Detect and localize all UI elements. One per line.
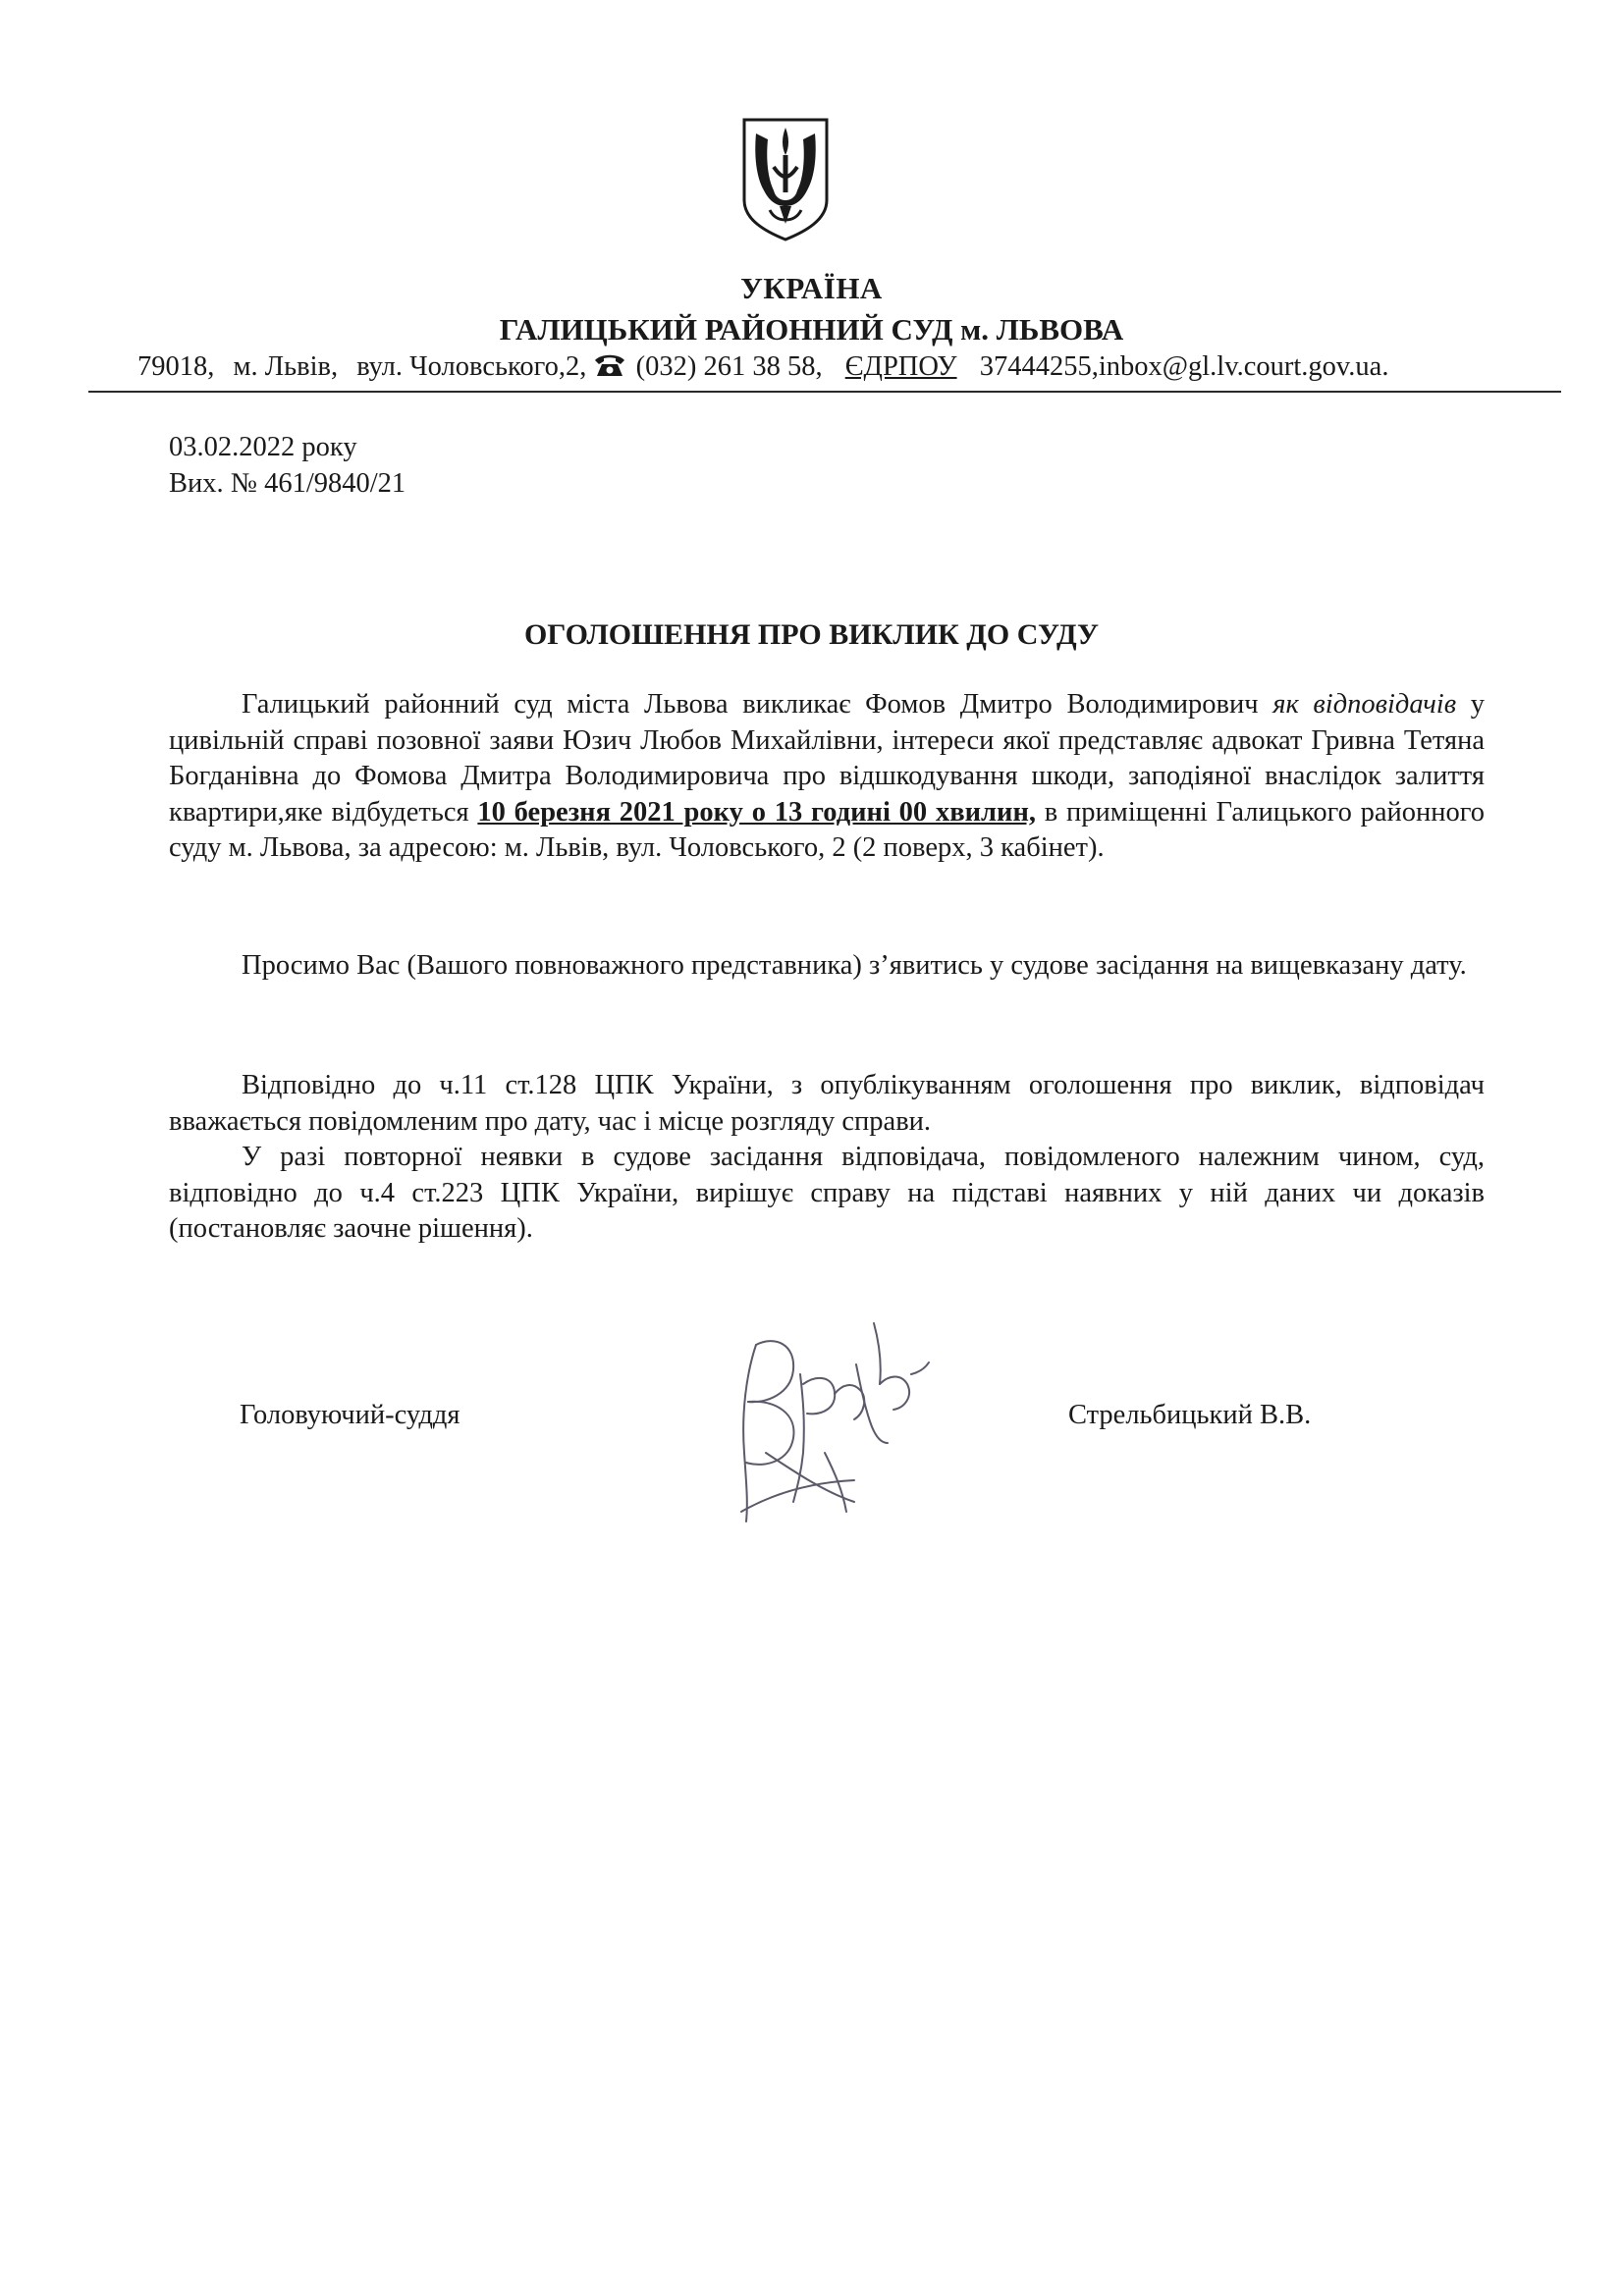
signatory-name: Стрельбицький В.В. — [1068, 1400, 1312, 1430]
request-text: Просимо Вас (Вашого повноважного представника) з’явитись у судове засідання на вищевказану дату. — [242, 950, 1467, 981]
outgoing-number: Вих. № 461/9840/21 — [169, 468, 406, 499]
default-judgment-text: У разі повторної неявки в судове засідання відповідача, повідомленого належним чином, суд, відповідно до ч.4 ст.223 ЦПК України, вирішує справу на підставі наявних у ній даних чи доказів (постановляє заочне рішення). — [169, 1142, 1485, 1244]
street: вул. Чоловського,2, — [356, 351, 587, 382]
court-address-line — [137, 351, 1388, 383]
hearing-date-time: 10 березня 2021 року о 13 годині 00 хвилин, — [477, 796, 1036, 828]
handwritten-signature — [687, 1306, 933, 1541]
header-divider — [88, 391, 1561, 393]
signatory-role: Головуючий-суддя — [240, 1400, 460, 1430]
notice-text: Відповідно до ч.11 ст.128 ЦПК України, з опублікуванням оголошення про виклик, відповідач вважається повідомленим про дату, час і місце розгляду справи. — [169, 1070, 1485, 1137]
edrpou-and-email: 37444255,inbox@gl.lv.court.gov.ua. — [979, 351, 1389, 382]
document-title: ОГОЛОШЕННЯ ПРО ВИКЛИК ДО СУДУ — [523, 618, 1100, 651]
country-heading: УКРАЇНА — [740, 271, 883, 305]
summons-text-end: в приміщенні Галицького районного суду м. Львова, за адресою: м. Львів, вул. Чоловського, 2 (2 поверх, 3 кабінет). — [169, 796, 1485, 863]
phone-number: (032) 261 38 58, — [635, 351, 823, 382]
paragraph-default-judgment — [169, 1140, 1485, 1248]
paragraph-request — [169, 948, 1485, 985]
telephone-icon — [593, 352, 626, 378]
postcode: 79018, — [137, 351, 215, 382]
court-name-heading: ГАЛИЦЬКИЙ РАЙОННИЙ СУД м. ЛЬВОВА — [499, 312, 1124, 347]
paragraph-notice — [169, 1068, 1485, 1140]
coat-of-arms-trident-icon — [740, 116, 831, 241]
edrpou-label: ЄДРПОУ — [844, 351, 957, 382]
document-date: 03.02.2022 року — [169, 432, 357, 462]
summons-text-start: Галицький районний суд міста Львова викликає Фомов Дмитро Володимирович — [242, 689, 1273, 720]
paragraph-summons — [169, 687, 1485, 867]
city: м. Львів, — [233, 351, 339, 382]
summons-role-italic: як відповідачів — [1272, 689, 1457, 720]
summons-text-middle: у цивільній справі позовної заяви Юзич Любов Михайлівни, інтереси якої представляє адвокат Гривна Тетяна Богданівна до Фомова Дмитра Володимировича про відшкодування шкоди, заподіяної внаслідок залиття квартири,яке відбудеться — [169, 689, 1485, 828]
